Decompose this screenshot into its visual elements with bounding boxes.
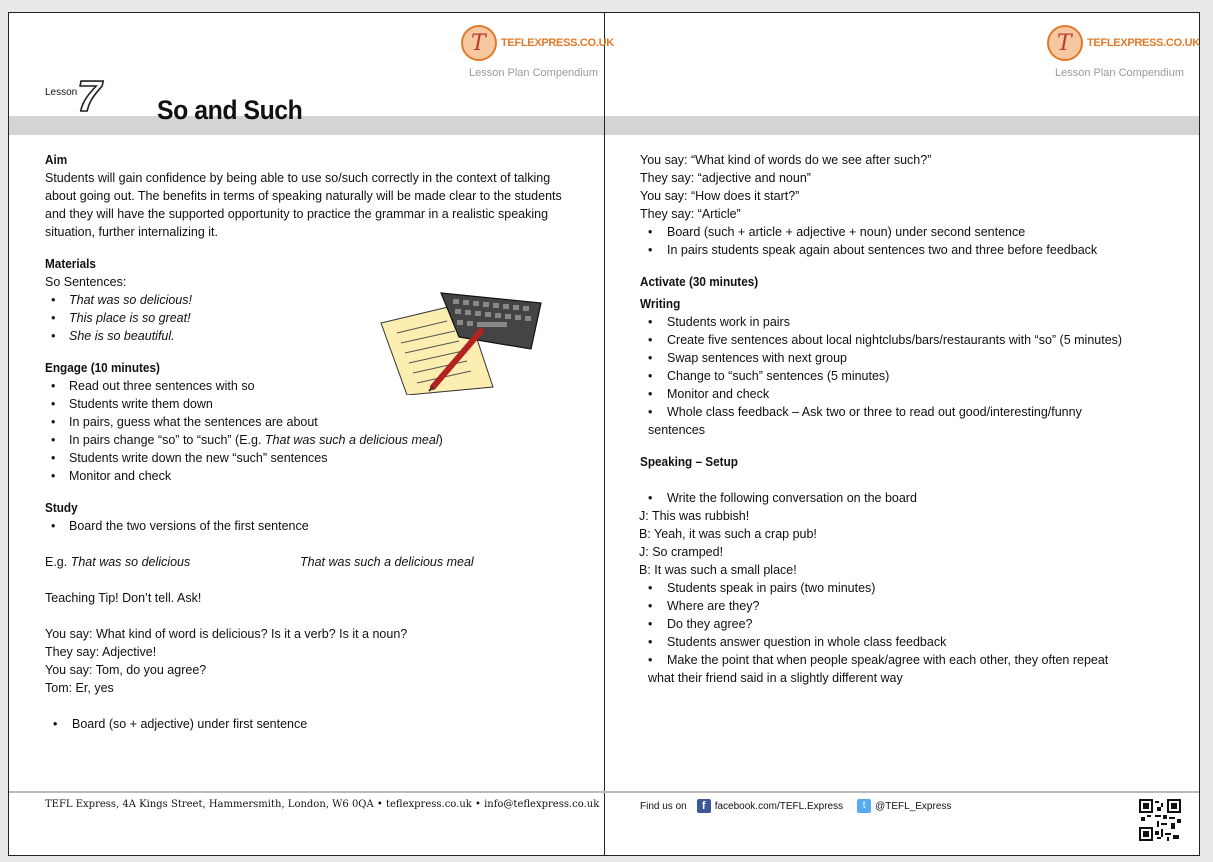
dialog-line: They say: “Article” bbox=[640, 207, 741, 221]
list-item: • Change to “such” sentences (5 minutes) bbox=[640, 367, 1180, 385]
engage-item-close: ) bbox=[438, 433, 443, 447]
teaching-tip: Teaching Tip! Don’t tell. Ask! bbox=[45, 591, 202, 605]
board-conversation bbox=[639, 507, 1180, 579]
engage-heading: Engage (10 minutes) bbox=[45, 361, 160, 375]
conversation-line: B: It was such a small place! bbox=[639, 563, 797, 577]
logo-subtitle: Lesson Plan Compendium bbox=[469, 67, 599, 79]
materials-intro: So Sentences: bbox=[45, 275, 127, 289]
list-item bbox=[45, 431, 585, 449]
materials-heading: Materials bbox=[45, 257, 96, 271]
engage-item-text: In pairs change “so” to “such” (E.g. bbox=[69, 433, 265, 447]
list-item: • Students write down the new “such” sentences bbox=[45, 449, 585, 467]
list-item: • Board (such + article + adjective + noun) under second sentence bbox=[640, 223, 1180, 241]
page-title: So and Such bbox=[157, 95, 303, 125]
lesson-spread bbox=[8, 12, 1200, 856]
list-item: • Whole class feedback – Ask two or three to read out good/interesting/funny bbox=[640, 403, 1180, 421]
aim-heading: Aim bbox=[45, 153, 68, 167]
activate-heading: Activate (30 minutes) bbox=[640, 275, 759, 289]
conversation-line: J: So cramped! bbox=[639, 545, 724, 559]
lesson-label: Lesson bbox=[45, 87, 78, 98]
dialog-line: You say: What kind of word is delicious? Is it a verb? Is it a noun? bbox=[45, 627, 408, 641]
study-list bbox=[640, 223, 1180, 259]
dialog-line: You say: “What kind of words do we see after such?” bbox=[640, 153, 932, 167]
example-so: That was so delicious bbox=[70, 555, 191, 569]
list-item: • Students work in pairs bbox=[640, 313, 1180, 331]
lesson-number: 7 bbox=[77, 72, 102, 121]
list-item: • Write the following conversation on the board bbox=[640, 489, 1180, 507]
list-item: • Do they agree? bbox=[640, 615, 1180, 633]
feedback-list bbox=[640, 579, 1180, 669]
footer-address: TEFL Express, 4A Kings Street, Hammersmith, London, W6 0QA • teflexpress.co.uk • info@teflexpress.co.uk bbox=[45, 799, 600, 810]
list-item: • Board the two versions of the first sentence bbox=[45, 517, 585, 535]
conversation-line: B: Yeah, it was such a crap pub! bbox=[639, 527, 817, 541]
speaking-heading: Speaking – Setup bbox=[640, 455, 738, 469]
dialog-line: They say: “adjective and noun” bbox=[640, 171, 811, 185]
list-item: • Make the point that when people speak/agree with each other, they often repeat bbox=[640, 651, 1180, 669]
logo-text: TEFLEXPRESS.CO.UK bbox=[501, 37, 614, 49]
example-sentences bbox=[45, 553, 585, 571]
conversation-line: J: This was rubbish! bbox=[639, 509, 750, 523]
twitter-icon: t bbox=[857, 799, 871, 813]
logo-subtitle: Lesson Plan Compendium bbox=[1055, 67, 1185, 79]
social-links bbox=[640, 799, 951, 813]
dialog-line: They say: Adjective! bbox=[45, 645, 157, 659]
list-item: • Where are they? bbox=[640, 597, 1180, 615]
speaking-list bbox=[640, 489, 1180, 507]
left-page bbox=[9, 13, 614, 855]
list-item: • In pairs, guess what the sentences are about bbox=[45, 413, 585, 431]
list-item: • Create five sentences about local nightclubs/bars/restaurants with “so” (5 minutes) bbox=[640, 331, 1180, 349]
list-item-continuation: sentences bbox=[648, 423, 705, 437]
dialog-line: You say: Tom, do you agree? bbox=[45, 663, 207, 677]
engage-item-example: That was such a delicious meal bbox=[264, 433, 439, 447]
notepad-keyboard-illustration bbox=[377, 285, 547, 395]
list-item: • Monitor and check bbox=[45, 467, 585, 485]
example-such: That was such a delicious meal bbox=[300, 555, 474, 569]
list-item: • Monitor and check bbox=[640, 385, 1180, 403]
find-us-label: Find us on bbox=[640, 800, 687, 812]
aim-text: Students will gain confidence by being able to use so/such correctly in the context of talking about going out. The benefits in terms of speaking naturally will be made clear to the students and they will have the supported opportunity to practice the grammar in a realistic speaking situation, further internalizing it. bbox=[45, 171, 562, 239]
brand-logo bbox=[1047, 25, 1200, 83]
list-item: • That was so delicious! bbox=[45, 291, 585, 309]
facebook-icon: f bbox=[697, 799, 711, 813]
example-label: E.g. bbox=[45, 555, 71, 569]
list-item: • In pairs students speak again about sentences two and three before feedback bbox=[640, 241, 1180, 259]
brand-logo bbox=[461, 25, 614, 83]
right-page bbox=[605, 13, 1199, 855]
facebook-link[interactable]: facebook.com/TEFL.Express bbox=[714, 800, 844, 812]
footer-rule bbox=[9, 791, 1199, 793]
study-heading: Study bbox=[45, 501, 78, 515]
list-item: • Board (so + adjective) under first sentence bbox=[45, 715, 585, 733]
list-item: • Swap sentences with next group bbox=[640, 349, 1180, 367]
study-list bbox=[45, 517, 585, 535]
list-item: • She is so beautiful. bbox=[45, 327, 585, 345]
logo-mark-icon: T bbox=[1047, 25, 1083, 61]
list-item: • Students write them down bbox=[45, 395, 585, 413]
list-item: • This place is so great! bbox=[45, 309, 585, 327]
list-item: • Students speak in pairs (two minutes) bbox=[640, 579, 1180, 597]
list-item-continuation: what their friend said in a slightly different way bbox=[648, 671, 903, 685]
writing-heading: Writing bbox=[640, 297, 681, 311]
writing-list bbox=[640, 313, 1180, 421]
left-content bbox=[45, 151, 585, 733]
twitter-link[interactable]: @TEFL_Express bbox=[875, 800, 952, 812]
qr-code-icon bbox=[1139, 799, 1181, 841]
logo-mark-icon: T bbox=[461, 25, 497, 61]
right-content bbox=[640, 151, 1180, 687]
logo-text: TEFLEXPRESS.CO.UK bbox=[1087, 37, 1200, 49]
board-list bbox=[45, 715, 585, 733]
dialog-line: Tom: Er, yes bbox=[45, 681, 114, 695]
list-item: • Read out three sentences with so bbox=[45, 377, 585, 395]
list-item: • Students answer question in whole class feedback bbox=[640, 633, 1180, 651]
dialog-line: You say: “How does it start?” bbox=[640, 189, 800, 203]
